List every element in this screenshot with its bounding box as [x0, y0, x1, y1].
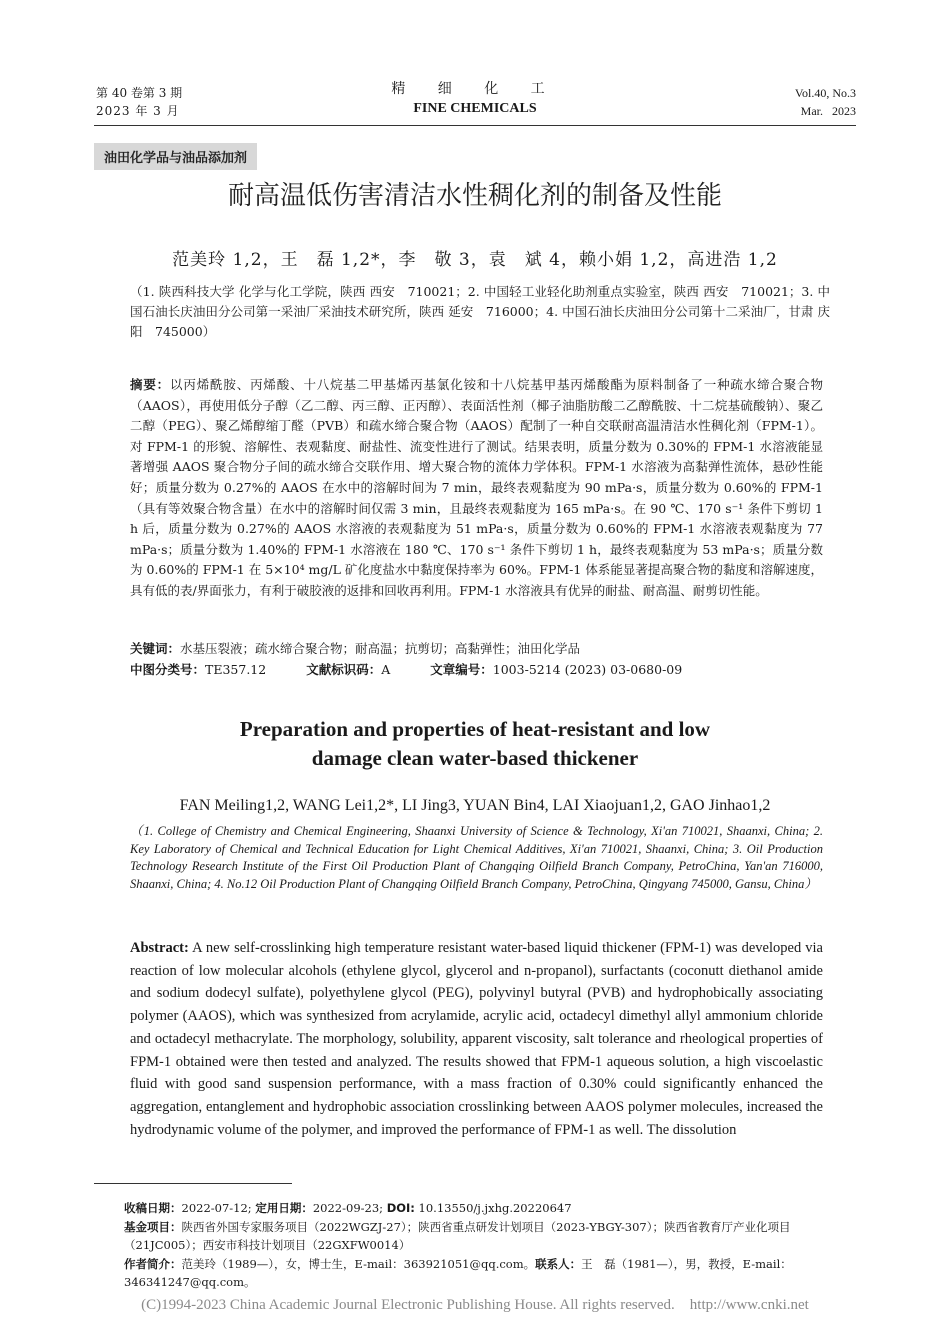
clc-value: TE357.12 [205, 662, 267, 677]
title-en-line1: Preparation and properties of heat-resistant and low [239, 717, 711, 741]
authors-en: FAN Meiling1,2, WANG Lei1,2*, LI Jing3, YUAN Bin4, LAI Xiaojuan1,2, GAO Jinhao1,2 [179, 797, 771, 814]
copyright-notice: (C)1994-2023 China Academic Journal Electronic Publishing House. All rights reserved. http://www.cnki.net [141, 1297, 809, 1313]
footnote-divider [94, 1183, 292, 1184]
doc-code-label: 文献标识码： [306, 662, 382, 677]
abstract-cn-text: 以丙烯酰胺、丙烯酸、十八烷基二甲基烯丙基氯化铵和十八烷基甲基丙烯酸酯为原料制备了一种疏水缔合聚合物（AAOS），再使用低分子醇（乙二醇、丙三醇、正丙醇）、表面活性剂（椰子油脂肪酸二乙醇酰胺、十二烷基硫酸钠）、聚乙二醇（PEG）、聚乙烯醇缩丁醛（PVB）和疏水缔合聚合物（AAOS）配制了一种自交联耐高温清洁水性稠化剂（FPM-1）。对 FPM-1 的形貌、溶解性、表观黏度、耐盐性、流变性进行了测试。结果表明，质量分数为 0.30%的 FPM-1 水溶液能显著增强 AAOS 聚合物分子间的疏水缔合交联作用、增大聚合物的流体力学体积。FPM-1 水溶液为高黏弹性流体，悬砂性能好；质量分数为 0.27%的 AAOS 在水中的溶解时间为 7 min，最终表观黏度为 90 mPa·s，质量分数为 0.60%的 FPM-1（具有等效聚合物含量）在水中的溶解时间仅需 3 min，且最终表观黏度为 165 mPa·s。在 90 ℃、170 s⁻¹ 条件下剪切 1 h 后，质量分数为 0.27%的 AAOS 水溶液的表观黏度为 51 mPa·s，质量分数为 0.60%的 FPM-1 水溶液表观黏度为 77 mPa·s；质量分数为 1.40%的 FPM-1 水溶液在 180 ℃、170 s⁻¹ 条件下剪切 1 h，最终表观黏度为 53 mPa·s；质量分数为 0.60%的 FPM-1 在 5×10⁴ mg/L 矿化度盐水中黏度保持率为 60%。FPM-1 体系能显著提高聚合物的黏度和溶解速度，具有低的表/界面张力，有利于破胶液的返排和回收再利用。FPM-1 水溶液具有优异的耐盐、耐高温、耐剪切性能。 [130, 377, 823, 598]
header-right [795, 84, 856, 120]
classification-line [130, 660, 830, 680]
clc-label: 中图分类号： [130, 662, 206, 677]
authors-cn: 范美玲 1,2，王 磊 1,2*，李 敬 3，袁 斌 4，赖小娟 1,2，高进浩 1,2 [172, 250, 778, 270]
contact-text: 王 磊（1981—），男，教授，E-mail：346341247@qq.com。 [124, 1256, 792, 1289]
section-tag: 油田化学品与油品添加剂 [94, 143, 257, 170]
abstract-cn-label: 摘要： [130, 377, 171, 392]
author-bio-text: 范美玲（1989—），女，博士生，E-mail：363921051@qq.com。 [181, 1256, 536, 1271]
title-en-line2: damage clean water-based thickener [311, 746, 639, 770]
journal-name-cn: 精 细 化 工 [391, 81, 559, 97]
date-cn: 2023 年 3 月 [96, 104, 180, 118]
title-cn: 耐高温低伤害清洁水性稠化剂的制备及性能 [227, 181, 722, 211]
keywords-cn-label: 关键词： [130, 641, 181, 656]
footnote-fund [124, 1218, 864, 1255]
article-number-value: 1003-5214 (2023) 03-0680-09 [492, 662, 683, 677]
accepted-label: 定用日期： [255, 1201, 313, 1215]
doi-label: DOI: [386, 1201, 415, 1215]
volume-en: Vol.40, No.3 [794, 86, 856, 100]
abstract-en [130, 937, 823, 1141]
doc-code-value: A [381, 662, 391, 677]
received-date: 2022-07-12; [181, 1201, 252, 1215]
doi-value: 10.13550/j.jxhg.20220647 [418, 1201, 572, 1215]
footnote-dates [124, 1199, 864, 1218]
affiliations-cn: （1. 陕西科技大学 化学与化工学院，陕西 西安 710021；2. 中国轻工业轻化助剂重点实验室，陕西 西安 710021；3. 中国石油长庆油田分公司第一采油厂采油技术研究所，陕西 延安 716000；4. 中国石油长庆油田分公司第十二采油厂，甘肃 庆阳 745000） [130, 284, 830, 339]
header-divider [94, 125, 856, 126]
footnotes [124, 1199, 864, 1292]
keywords-cn-text: 水基压裂液；疏水缔合聚合物；耐高温；抗剪切；高黏弹性；油田化学品 [180, 641, 581, 656]
contact-label: 联系人： [535, 1256, 582, 1271]
article-number-label: 文章编号： [430, 662, 493, 677]
author-bio-label: 作者简介： [124, 1256, 182, 1271]
keywords-cn [130, 639, 830, 659]
affiliations-en: （1. College of Chemistry and Chemical Engineering, Shaanxi University of Science & Technology, Xi'an 710021, Shaanxi, China; 2. Key Laboratory of Chemical and Technical Education for Light Chemical Additives, Xi'an 710021, Shaanxi, China; 3. Oil Production Technology Research Institute of the First Oil Production Plant of Changqing Oilfield Branch Company, PetroChina, Yan'an 716000, Shaanxi, China; 4. No.12 Oil Production Plant of Changqing Oilfield Branch Company, PetroChina, Qingyang 745000, Gansu, China） [130, 824, 823, 891]
footnote-author [124, 1255, 864, 1292]
abstract-en-label: Abstract: [130, 940, 189, 956]
abstract-en-text: A new self-crosslinking high temperature resistant water-based liquid thickener (FPM-1) was developed via reaction of low molecular alcohols (ethylene glycol, glycerol and n-propanol), surfactants (coconutt diethanol amide and sodium dodecyl sulfate), polyethylene glycol (PEG), polyvinyl butyral (PVB) and hydrophobically associating polymer (AAOS), which was synthesized from acrylamide, acrylic acid, octadecyl dimethyl allyl ammonium chloride and octadecyl methacrylate. The morphology, solubility, apparent viscosity, salt tolerance and rheological properties of FPM-1 obtained were then tested and analyzed. The results showed that FPM-1 aqueous solution, a high viscoelastic fluid with good sand suspension performance, with a mass fraction of 0.30% could significantly enhanced the aggregation, entanglement and hydrophobic association crosslinking between AAOS polymer molecules, increased the hydrodynamic volume of the polymer, and improved the performance of FPM-1 as well. The dissolution [130, 940, 823, 1138]
fund-text: 陕西省外国专家服务项目（2022WGZJ-27）；陕西省重点研发计划项目（2023-YBGY-307）；陕西省教育厅产业化项目（21JC005）；西安市科技计划项目（22GXFW0014） [124, 1219, 791, 1252]
abstract-cn [130, 375, 823, 602]
issue-cn: 第 40 卷第 3 期 [96, 86, 183, 100]
date-en: Mar. 2023 [800, 104, 856, 118]
accepted-date: 2022-09-23; [312, 1201, 384, 1215]
title-en [0, 715, 950, 773]
received-label: 收稿日期： [124, 1201, 182, 1215]
fund-label: 基金项目： [124, 1219, 182, 1234]
journal-name-en: FINE CHEMICALS [413, 101, 537, 116]
